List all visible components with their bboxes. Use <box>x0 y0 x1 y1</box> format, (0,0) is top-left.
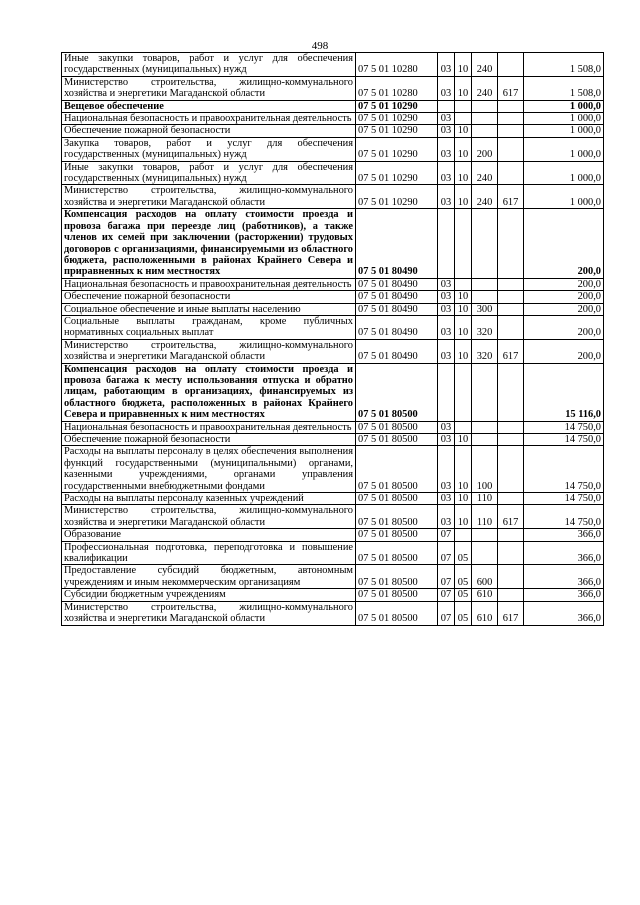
row-code: 07 5 01 80500 <box>356 601 438 625</box>
row-ministry-code: 617 <box>498 76 524 100</box>
table-row <box>62 541 604 565</box>
row-code: 07 5 01 80490 <box>356 303 438 315</box>
row-expense-type <box>472 125 498 137</box>
row-subsection <box>455 209 472 278</box>
row-ministry-code: 617 <box>498 185 524 209</box>
row-name: Профессиональная подготовка, переподготовка и повышение квалификации <box>62 541 356 565</box>
row-ministry-code <box>498 446 524 493</box>
row-expense-type: 100 <box>472 446 498 493</box>
row-code: 07 5 01 80490 <box>356 315 438 339</box>
row-code: 07 5 01 80490 <box>356 339 438 363</box>
row-ministry-code <box>498 113 524 125</box>
row-subsection: 05 <box>455 589 472 601</box>
row-section: 03 <box>438 315 455 339</box>
table-row <box>62 161 604 185</box>
row-section: 03 <box>438 505 455 529</box>
row-subsection <box>455 529 472 541</box>
row-section: 03 <box>438 125 455 137</box>
row-expense-type: 240 <box>472 185 498 209</box>
row-code: 07 5 01 80500 <box>356 565 438 589</box>
row-ministry-code <box>498 125 524 137</box>
row-amount: 14 750,0 <box>524 434 604 446</box>
row-section: 03 <box>438 278 455 290</box>
row-subsection: 10 <box>455 291 472 303</box>
row-expense-type: 320 <box>472 339 498 363</box>
row-amount: 366,0 <box>524 589 604 601</box>
row-ministry-code: 617 <box>498 339 524 363</box>
row-expense-type <box>472 421 498 433</box>
row-section: 03 <box>438 303 455 315</box>
row-name: Иные закупки товаров, работ и услуг для обеспечения государственных (муниципальных) нужд <box>62 161 356 185</box>
table-row <box>62 601 604 625</box>
row-subsection: 10 <box>455 339 472 363</box>
row-expense-type: 610 <box>472 589 498 601</box>
row-code: 07 5 01 10290 <box>356 125 438 137</box>
row-amount: 366,0 <box>524 565 604 589</box>
table-row <box>62 589 604 601</box>
row-code: 07 5 01 80500 <box>356 434 438 446</box>
row-ministry-code <box>498 421 524 433</box>
row-ministry-code <box>498 434 524 446</box>
row-section: 03 <box>438 76 455 100</box>
row-ministry-code <box>498 589 524 601</box>
row-subsection: 05 <box>455 565 472 589</box>
row-expense-type <box>472 541 498 565</box>
row-expense-type: 300 <box>472 303 498 315</box>
row-amount: 1 000,0 <box>524 161 604 185</box>
row-code: 07 5 01 10290 <box>356 137 438 161</box>
row-code: 07 5 01 10290 <box>356 100 438 112</box>
row-section <box>438 100 455 112</box>
row-subsection <box>455 113 472 125</box>
row-code: 07 5 01 80500 <box>356 529 438 541</box>
table-row <box>62 303 604 315</box>
row-name: Расходы на выплаты персоналу в целях обеспечения выполнения функций государственными (муниципальными) органами, казенными учреждениями, органами управления государственными внебюджетными фондами <box>62 446 356 493</box>
row-section: 03 <box>438 434 455 446</box>
row-amount: 14 750,0 <box>524 493 604 505</box>
row-name: Министерство строительства, жилищно-коммунального хозяйства и энергетики Магаданской области <box>62 339 356 363</box>
row-section: 03 <box>438 421 455 433</box>
table-row <box>62 76 604 100</box>
table-row <box>62 434 604 446</box>
table-row <box>62 493 604 505</box>
table-row <box>62 339 604 363</box>
row-amount: 14 750,0 <box>524 446 604 493</box>
row-code: 07 5 01 80500 <box>356 493 438 505</box>
row-amount: 14 750,0 <box>524 421 604 433</box>
row-section <box>438 363 455 421</box>
row-name: Министерство строительства, жилищно-коммунального хозяйства и энергетики Магаданской области <box>62 601 356 625</box>
row-section: 07 <box>438 541 455 565</box>
row-section: 03 <box>438 185 455 209</box>
row-name: Социальное обеспечение и иные выплаты населению <box>62 303 356 315</box>
row-ministry-code <box>498 315 524 339</box>
row-name: Компенсация расходов на оплату стоимости проезда и провоза багажа к месту использования отпуска и обратно лицам, работающим в организациях, финансируемых из областного бюджета, расположенных в районах Крайнего Севера и приравненных к ним местностях <box>62 363 356 421</box>
row-amount: 1 000,0 <box>524 113 604 125</box>
row-ministry-code <box>498 161 524 185</box>
row-amount: 1 000,0 <box>524 125 604 137</box>
row-section <box>438 209 455 278</box>
row-name: Компенсация расходов на оплату стоимости проезда и провоза багажа при переезде лиц (работников), а также членов их семей при заключении (расторжении) трудовых договоров с организациями, финансируемыми из областного бюджета, расположенными в районах Крайнего Севера и приравненных к ним местностях <box>62 209 356 278</box>
row-subsection: 05 <box>455 601 472 625</box>
row-name: Обеспечение пожарной безопасности <box>62 291 356 303</box>
row-ministry-code <box>498 100 524 112</box>
row-amount: 1 508,0 <box>524 76 604 100</box>
row-subsection: 10 <box>455 125 472 137</box>
row-subsection <box>455 278 472 290</box>
row-name: Социальные выплаты гражданам, кроме публичных нормативных социальных выплат <box>62 315 356 339</box>
row-amount: 200,0 <box>524 278 604 290</box>
table-row <box>62 100 604 112</box>
row-section: 07 <box>438 565 455 589</box>
row-subsection: 10 <box>455 161 472 185</box>
table-row <box>62 113 604 125</box>
row-subsection: 10 <box>455 137 472 161</box>
row-code: 07 5 01 80490 <box>356 278 438 290</box>
row-amount: 1 000,0 <box>524 100 604 112</box>
row-subsection: 10 <box>455 303 472 315</box>
row-section: 03 <box>438 493 455 505</box>
row-amount: 200,0 <box>524 339 604 363</box>
row-ministry-code <box>498 529 524 541</box>
row-code: 07 5 01 80500 <box>356 363 438 421</box>
table-row <box>62 53 604 77</box>
row-amount: 366,0 <box>524 541 604 565</box>
row-code: 07 5 01 80490 <box>356 291 438 303</box>
row-expense-type <box>472 278 498 290</box>
row-amount: 1 000,0 <box>524 137 604 161</box>
row-code: 07 5 01 10290 <box>356 113 438 125</box>
row-section: 03 <box>438 291 455 303</box>
table-row <box>62 446 604 493</box>
row-name: Министерство строительства, жилищно-коммунального хозяйства и энергетики Магаданской области <box>62 505 356 529</box>
row-code: 07 5 01 80500 <box>356 421 438 433</box>
row-code: 07 5 01 80500 <box>356 541 438 565</box>
row-amount: 1 000,0 <box>524 185 604 209</box>
table-row <box>62 565 604 589</box>
row-amount: 1 508,0 <box>524 53 604 77</box>
row-code: 07 5 01 80500 <box>356 505 438 529</box>
row-ministry-code: 617 <box>498 505 524 529</box>
row-section: 07 <box>438 589 455 601</box>
row-code: 07 5 01 80500 <box>356 589 438 601</box>
row-section: 03 <box>438 113 455 125</box>
row-name: Обеспечение пожарной безопасности <box>62 125 356 137</box>
row-subsection <box>455 100 472 112</box>
table-body <box>62 53 604 626</box>
row-expense-type: 610 <box>472 601 498 625</box>
row-expense-type: 110 <box>472 493 498 505</box>
row-code: 07 5 01 10280 <box>356 53 438 77</box>
row-name: Обеспечение пожарной безопасности <box>62 434 356 446</box>
table-row <box>62 125 604 137</box>
table-row <box>62 209 604 278</box>
row-code: 07 5 01 80490 <box>356 209 438 278</box>
row-subsection: 10 <box>455 493 472 505</box>
row-expense-type: 600 <box>472 565 498 589</box>
budget-table <box>61 52 604 626</box>
row-name: Министерство строительства, жилищно-коммунального хозяйства и энергетики Магаданской области <box>62 185 356 209</box>
row-code: 07 5 01 10290 <box>356 161 438 185</box>
row-name: Субсидии бюджетным учреждениям <box>62 589 356 601</box>
table-row <box>62 291 604 303</box>
row-section: 03 <box>438 339 455 363</box>
row-ministry-code <box>498 303 524 315</box>
row-expense-type <box>472 209 498 278</box>
row-section: 03 <box>438 53 455 77</box>
row-expense-type: 240 <box>472 76 498 100</box>
row-amount: 200,0 <box>524 209 604 278</box>
row-amount: 200,0 <box>524 291 604 303</box>
row-ministry-code <box>498 291 524 303</box>
row-expense-type <box>472 113 498 125</box>
table-row <box>62 529 604 541</box>
row-expense-type <box>472 434 498 446</box>
row-amount: 366,0 <box>524 601 604 625</box>
row-amount: 14 750,0 <box>524 505 604 529</box>
table-row <box>62 278 604 290</box>
row-expense-type: 110 <box>472 505 498 529</box>
row-ministry-code <box>498 493 524 505</box>
table-row <box>62 185 604 209</box>
row-expense-type <box>472 100 498 112</box>
row-name: Закупка товаров, работ и услуг для обеспечения государственных (муниципальных) нужд <box>62 137 356 161</box>
row-expense-type <box>472 363 498 421</box>
table-row <box>62 363 604 421</box>
row-expense-type: 200 <box>472 137 498 161</box>
page-number: 498 <box>311 40 329 52</box>
row-subsection <box>455 363 472 421</box>
row-name: Иные закупки товаров, работ и услуг для обеспечения государственных (муниципальных) нужд <box>62 53 356 77</box>
row-ministry-code <box>498 209 524 278</box>
row-name: Национальная безопасность и правоохранительная деятельность <box>62 421 356 433</box>
row-section: 03 <box>438 161 455 185</box>
row-ministry-code: 617 <box>498 601 524 625</box>
row-amount: 200,0 <box>524 303 604 315</box>
row-subsection: 10 <box>455 505 472 529</box>
row-name: Национальная безопасность и правоохранительная деятельность <box>62 113 356 125</box>
row-expense-type <box>472 291 498 303</box>
row-ministry-code <box>498 363 524 421</box>
row-name: Вещевое обеспечение <box>62 100 356 112</box>
row-subsection <box>455 421 472 433</box>
row-name: Национальная безопасность и правоохранительная деятельность <box>62 278 356 290</box>
table-row <box>62 421 604 433</box>
table-row <box>62 505 604 529</box>
row-subsection: 10 <box>455 446 472 493</box>
row-code: 07 5 01 10280 <box>356 76 438 100</box>
table-row <box>62 137 604 161</box>
row-amount: 366,0 <box>524 529 604 541</box>
row-subsection: 05 <box>455 541 472 565</box>
row-subsection: 10 <box>455 185 472 209</box>
row-code: 07 5 01 10290 <box>356 185 438 209</box>
row-section: 03 <box>438 446 455 493</box>
row-section: 03 <box>438 137 455 161</box>
row-name: Образование <box>62 529 356 541</box>
row-section: 07 <box>438 601 455 625</box>
row-name: Предоставление субсидий бюджетным, автономным учреждениям и иным некоммерческим организациям <box>62 565 356 589</box>
row-ministry-code <box>498 137 524 161</box>
row-code: 07 5 01 80500 <box>356 446 438 493</box>
row-expense-type: 240 <box>472 161 498 185</box>
row-expense-type: 240 <box>472 53 498 77</box>
table-row <box>62 315 604 339</box>
row-subsection: 10 <box>455 53 472 77</box>
row-section: 07 <box>438 529 455 541</box>
row-expense-type <box>472 529 498 541</box>
row-subsection: 10 <box>455 434 472 446</box>
row-ministry-code <box>498 278 524 290</box>
row-name: Министерство строительства, жилищно-коммунального хозяйства и энергетики Магаданской области <box>62 76 356 100</box>
row-subsection: 10 <box>455 76 472 100</box>
row-amount: 200,0 <box>524 315 604 339</box>
row-subsection: 10 <box>455 315 472 339</box>
row-amount: 15 116,0 <box>524 363 604 421</box>
row-ministry-code <box>498 541 524 565</box>
row-ministry-code <box>498 53 524 77</box>
row-name: Расходы на выплаты персоналу казенных учреждений <box>62 493 356 505</box>
row-ministry-code <box>498 565 524 589</box>
row-expense-type: 320 <box>472 315 498 339</box>
